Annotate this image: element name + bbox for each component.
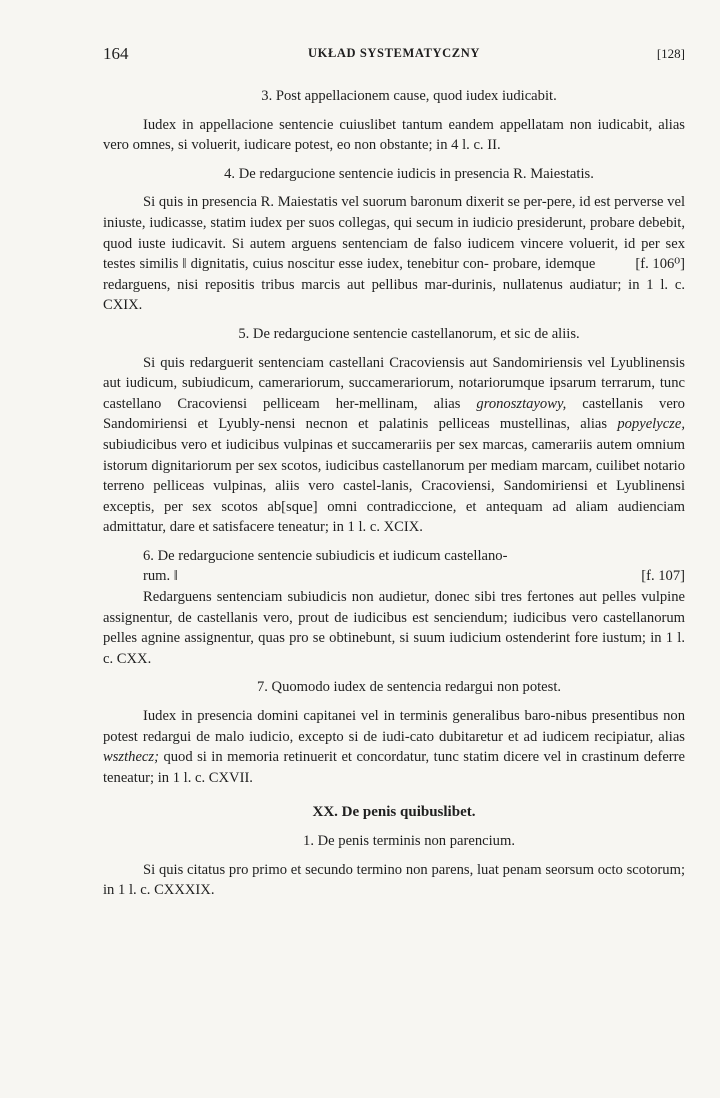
- section-4-text-b: probare, idemque redarguens, nisi repositis tribus marcis aut pellibus mar-durinis, nullatenus audiatur; in 1 l. c. CXIX.: [103, 256, 685, 314]
- section-3-title: 3. Post appellacionem cause, quod iudex iudicabit.: [261, 88, 557, 104]
- section-6-text: Redarguens sentenciam subiudicis non audietur, donec sibi tres fertones aut pelles vulpine assignentur, de castellanis vero, prout de iudicibus est senciendum; iudicibus vero castellanorum pelles agnine assignentur, quas pro se obtinebunt, si suum iudicium ostenderint fore iustum; in 1 l. c. CXX.: [103, 589, 685, 667]
- running-title: UKŁAD SYSTEMATYCZNY: [308, 46, 480, 60]
- bracket-page-number: [128]: [656, 46, 685, 61]
- page-header: [103, 44, 685, 66]
- term-wszthecz: wszthecz;: [103, 749, 159, 766]
- section-7-text-b: quod si in memoria retinuerit et concordatur, tunc statim dicere vel in crastinum deferre teneatur; in 1 l. c. CXVII.: [103, 749, 685, 786]
- term-gronosztayowy: gronosztayowy,: [476, 395, 567, 412]
- page-number: 164: [103, 44, 129, 63]
- section-4-title: 4. De redargucione sentencie iudicis in presencia R. Maiestatis.: [224, 165, 594, 182]
- section-5-text: [103, 353, 685, 538]
- section-7-title: 7. Quomodo iudex de sentencia redargui non potest.: [256, 679, 562, 696]
- section-4-text-a: Si quis in presencia R. Maiestatis vel suorum baronum dixerit se per-pere, id est perverse vel iniuste, iudicasse, statim iudex per suos collegas, qui secum in iudicio presiderunt, probare debebit, quod iuste iudicavit. Si autem arguens sentenciam de falso iudicem vincere voluerit, id per sex testes similis ‖ dignitatis, cuius noscitur esse iudex, tenebitur con-: [103, 194, 685, 273]
- section-xx-1-text: Si quis citatus pro primo et secundo termino non parens, luat penam seorsum octo scotorum; in 1 l. c. CXXXIX.: [103, 861, 685, 899]
- section-5-text-b: castellanis vero Sandomiriensi et Lyubly-nensi necnon et palatinis pelliceas mustellinas, alias: [103, 395, 685, 433]
- section-5-title: 5. De redargucione sentencie castellanorum, et sic de aliis.: [238, 325, 580, 342]
- section-5-text-c: subiudicibus vero et iudicibus vulpinas et succamerariis per sex marcas, camerariis autem omnium istorum dignitariorum per sex scotos, iudicibus castellanorum per mediam marcam, cuilibet notario terreno pelliceas vulpinas, aliis vero castel-lanis, Cracoviensi, Sandomiriensi et Lyublinensi exceptis, per sex scotos ab[sque] omni contradiccione, et antequam ad aliam audienciam admittatur, dare et satisfacere teneatur; in 1 l. c. XCIX.: [103, 436, 685, 536]
- section-3-text: Iudex in appellacione sentencie cuiuslibet tantum eandem appellatam non iudicabit, alias vero omnes, si voluerit, iudicare potest, eo non obstante; in 4 l. c. II.: [103, 116, 685, 154]
- section-7-text: [103, 706, 685, 788]
- section-4-text: [103, 192, 685, 316]
- section-xx-title: XX. De penis quibuslibet.: [312, 804, 476, 821]
- section-7-text-a: Iudex in presencia domini capitanei vel in terminis generalibus baro-nibus presentibus non potest redargui de malo iudicio, excepto si de iudi-cato dubitaretur et ad iudicem recipiatur, alias: [103, 708, 685, 745]
- section-6-title: [103, 546, 685, 567]
- folio-marker-106: [f. 106⁰]: [635, 256, 685, 273]
- section-xx-1-title: 1. De penis terminis non parencium.: [303, 833, 515, 849]
- section-5-text-a: Si quis redarguerit sentenciam castellani Cracoviensis aut Sandomiriensis vel Lyublinensis aut iudicum, subiudicum, camerariorum, succamerariorum, notariorumque ipsarum terrarum, tunc castellano Cracoviensi pelliceam her-mellinam, alias: [103, 354, 685, 412]
- section-6-title-b: rum. ‖: [143, 568, 178, 585]
- page-body: [103, 86, 685, 901]
- term-popyelycze: popyelycze,: [617, 416, 685, 433]
- folio-marker-107: [f. 107]: [641, 568, 685, 585]
- section-6-title-line2: [103, 566, 685, 587]
- section-6-title-a: 6. De redargucione sentencie subiudicis et iudicum castellano-: [143, 547, 508, 564]
